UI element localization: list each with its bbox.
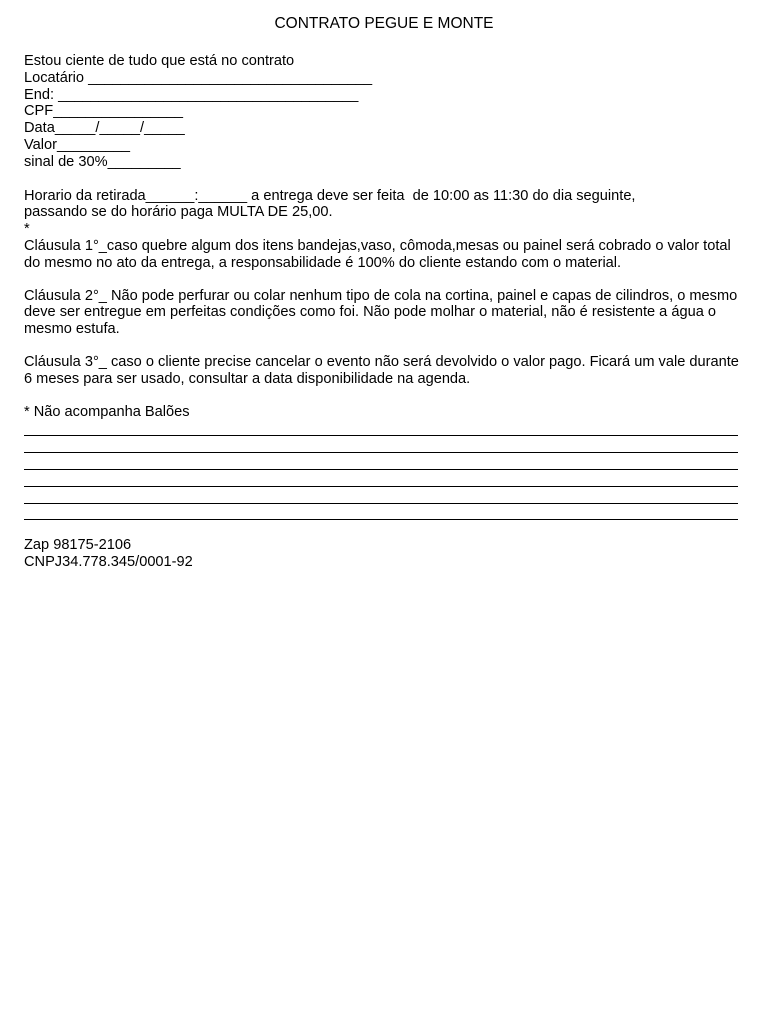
blank-lines — [24, 426, 746, 520]
blank-line — [24, 453, 738, 470]
cpf-field: CPF________________ — [24, 103, 184, 120]
valor-field: Valor_________ — [24, 136, 131, 153]
contact-footer — [24, 537, 746, 571]
cnpj-number: CNPJ34.778.345/0001-92 — [24, 554, 193, 571]
retirada-paragraph — [24, 188, 746, 238]
blank-line — [24, 470, 738, 487]
date-field: Data_____/_____/_____ — [24, 120, 185, 137]
blank-line — [24, 426, 738, 436]
clausula-2: Cláusula 2°_ Não pode perfurar ou colar nenhum tipo de cola na cortina, painel e capas de cilindros, o mesmo deve ser entregue em perfeitas condições como foi. Não pode molhar o material, não é resistente a água o mesmo estufa. — [24, 287, 738, 338]
blank-line — [24, 504, 738, 521]
clausula-1: Cláusula 1°_caso quebre algum dos itens bandejas,vaso, cômoda,mesas ou painel será cobrado o valor total do mesmo no ato da entrega, a responsabilidade é 100% do cliente estando com o material. — [24, 237, 731, 271]
locatario-field: Locatário ___________________________________ — [24, 69, 373, 86]
document-title: CONTRATO PEGUE E MONTE — [274, 15, 494, 32]
header-fields — [24, 53, 746, 171]
acknowledgement-line: Estou ciente de tudo que está no contrato — [24, 53, 295, 69]
blank-line — [24, 436, 738, 453]
clausula-3: Cláusula 3°_ caso o cliente precise cancelar o evento não será devolvido o valor pago. Ficará um vale durante 6 meses para ser usado, consultar a data disponibilidade na agenda. — [24, 353, 739, 387]
sinal-field: sinal de 30%_________ — [24, 153, 181, 170]
address-field: End: _____________________________________ — [24, 86, 359, 103]
nao-acompanha-note: * Não acompanha Balões — [24, 403, 190, 420]
contract-body — [24, 53, 746, 571]
zap-contact: Zap 98175-2106 — [24, 537, 132, 554]
multa-line: passando se do horário paga MULTA DE 25,00. — [24, 204, 333, 221]
asterisk-mark: * — [24, 221, 30, 238]
blank-line — [24, 487, 738, 504]
retirada-line: Horario da retirada______:______ a entrega deve ser feita de 10:00 as 11:30 do dia seguinte, — [24, 187, 636, 204]
